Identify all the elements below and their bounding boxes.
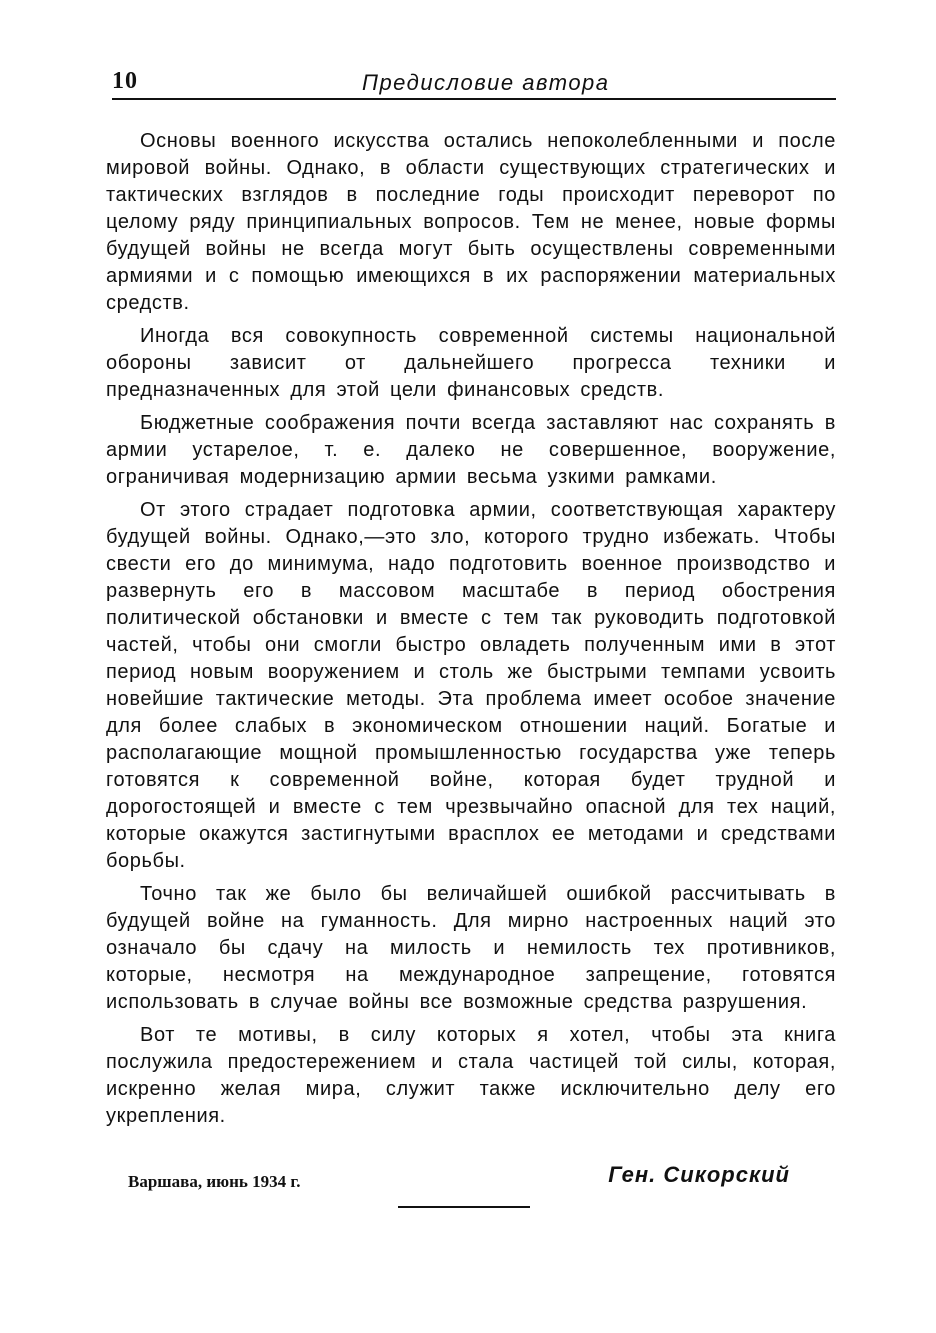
page-number: 10 — [112, 68, 138, 94]
paragraph: Иногда вся совокупность современной системы национальной обороны зависит от дальнейшего прогресса техники и предназначенных для этой цели финансовых средств. — [106, 325, 836, 401]
place-date: Варшава, июнь 1934 г. — [128, 1172, 301, 1191]
end-rule — [398, 1206, 530, 1208]
paragraph: Точно так же было бы величайшей ошибкой рассчитывать в будущей войне на гуманность. Для мирно настроенных наций это означало бы сдачу на милость и немилость тех противников, которые, несмотря на международное запрещение, готовятся использовать в случае войны все возможные средства разрушения. — [106, 883, 836, 1013]
preface-body — [106, 128, 836, 1136]
paragraph: Основы военного искусства остались непоколебленными и после мировой войны. Однако, в области существующих стратегических и тактических взглядов в последние годы происходит переворот по целому ряду принципиальных вопросов. Тем не менее, новые формы будущей войны не всегда могут быть осуществлены современными армиями и с помощью имеющихся в их распоряжении материальных средств. — [106, 130, 836, 314]
page-header — [112, 66, 836, 100]
running-title: Предисловие автора — [362, 70, 610, 95]
header-rule — [112, 98, 836, 100]
author-signature: Ген. Сикорский — [608, 1162, 790, 1187]
paragraph: Вот те мотивы, в силу которых я хотел, чтобы эта книга послужила предостережением и стала частицей той силы, которая, искренно желая мира, служит также исключительно делу его укрепления. — [106, 1024, 836, 1127]
paragraph: Бюджетные соображения почти всегда заставляют нас сохранять в армии устарелое, т. е. далеко не совершенное, вооружение, ограничивая модернизацию армии весьма узкими рамками. — [106, 412, 836, 488]
signoff — [128, 1160, 808, 1200]
paragraph: От этого страдает подготовка армии, соответствующая характеру будущей войны. Однако,—это зло, которого трудно избежать. Чтобы свести его до минимума, надо подготовить военное производство и развернуть его в массовом масштабе в период обострения политической обстановки и вместе с тем так руководить подготовкой частей, чтобы они смогли быстро овладеть полученным ими в этот период новым вооружением и столь же быстрыми темпами усвоить новейшие тактические методы. Эта проблема имеет особое значение для более слабых в экономическом отношении наций. Богатые и располагающие мощной промышленностью государства уже теперь готовятся к современной войне, которая будет трудной и дорогостоящей и вместе с тем чрезвычайно опасной для тех наций, которые окажутся застигнутыми врасплох ее методами и средствами борьбы. — [106, 499, 836, 872]
